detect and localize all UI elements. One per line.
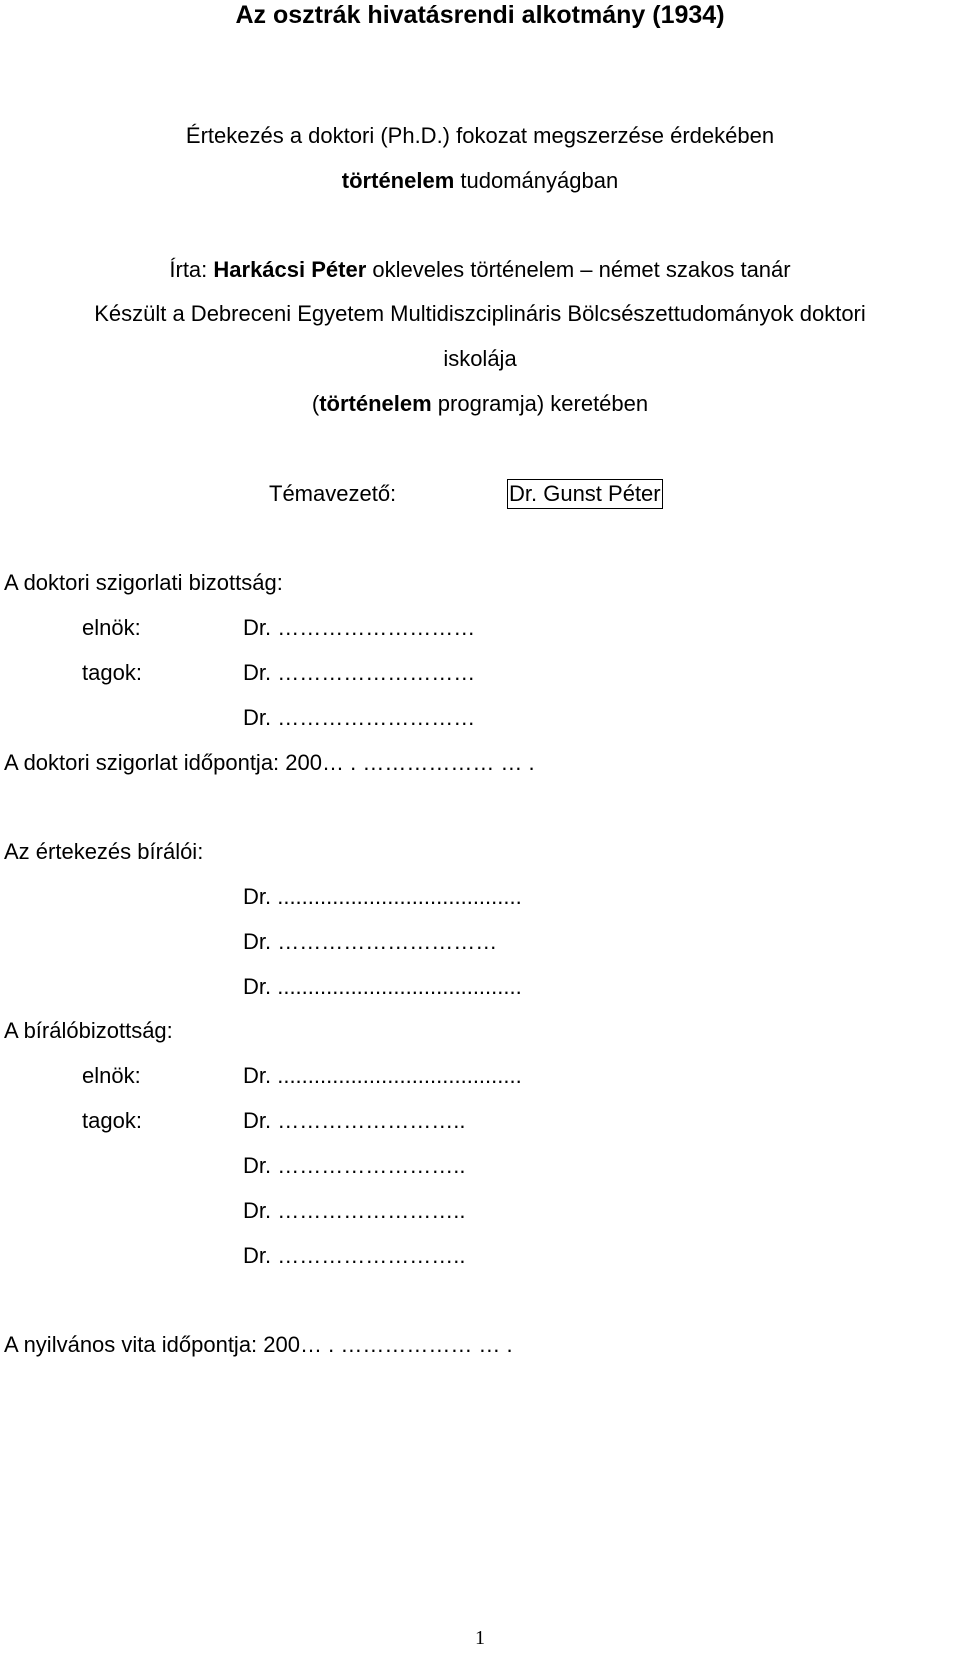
field-line [0, 167, 960, 195]
supervisor-label: Témavezető: [269, 481, 397, 506]
subtitle-line: Értekezés a doktori (Ph.D.) fokozat megszerzése érdekében [185, 123, 775, 148]
exam-member: Dr. ……………………… [243, 705, 476, 730]
field-bold: történelem [341, 168, 455, 193]
exam-member: Dr. ……………………… [243, 660, 476, 685]
review-members-label: tagok: [82, 1108, 142, 1133]
program-paren: ( [311, 391, 320, 416]
school-line-2: iskolája [443, 346, 517, 371]
review-member: Dr. …………………….. [243, 1198, 466, 1223]
exam-committee-heading: A doktori szigorlati bizottság: [4, 570, 283, 595]
review-member: Dr. …………………….. [243, 1153, 466, 1178]
author-line [0, 256, 960, 284]
supervisor-name: Dr. Gunst Péter [507, 479, 663, 509]
exam-date-line: A doktori szigorlat időpontja: 200… . ……………… … . [4, 750, 535, 775]
public-defense-line: A nyilvános vita időpontja: 200… . ……………… … . [4, 1332, 513, 1357]
program-bold: történelem [319, 391, 432, 416]
review-committee-heading: A bírálóbizottság: [4, 1018, 173, 1043]
page-number: 1 [475, 1627, 485, 1649]
review-chair-label: elnök: [82, 1063, 141, 1088]
reviewers-heading: Az értekezés bírálói: [4, 839, 204, 864]
author-description: okleveles történelem – német szakos tanár [366, 257, 791, 282]
field-rest: tudományágban [454, 168, 619, 193]
exam-chair-value: Dr. ……………………… [243, 615, 476, 640]
review-member: Dr. …………………….. [243, 1243, 466, 1268]
reviewer-item: Dr. ........................................ [243, 974, 522, 999]
document-title: Az osztrák hivatásrendi alkotmány (1934) [235, 1, 725, 29]
reviewer-item: Dr. ………………………… [243, 929, 498, 954]
review-chair-value: Dr. ........................................ [243, 1063, 522, 1088]
reviewer-item: Dr. ........................................ [243, 884, 522, 909]
author-name: Harkácsi Péter [213, 257, 367, 282]
program-rest: programja) keretében [431, 391, 649, 416]
exam-chair-label: elnök: [82, 615, 141, 640]
review-member: Dr. …………………….. [243, 1108, 466, 1133]
program-line [0, 390, 960, 418]
author-prefix: Írta: [169, 257, 214, 282]
school-line-1: Készült a Debreceni Egyetem Multidiszciplináris Bölcsészettudományok doktori [94, 301, 866, 326]
exam-members-label: tagok: [82, 660, 142, 685]
